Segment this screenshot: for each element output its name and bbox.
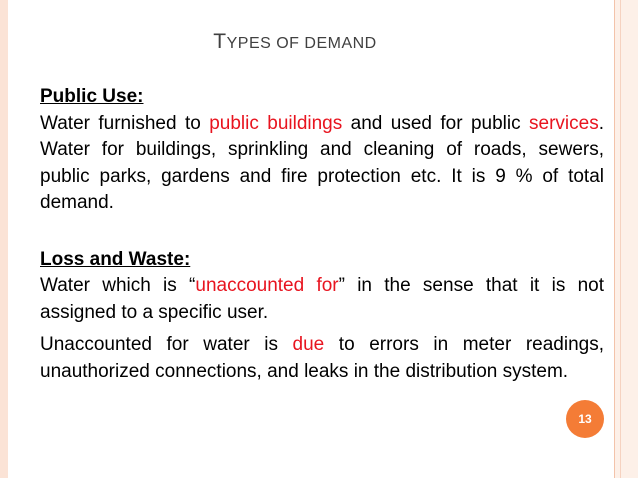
page-number-badge: 13 (566, 400, 604, 438)
paragraph-unaccounted-definition: Water which is “unaccounted for” in the sense that it is not assigned to a specific user. (40, 275, 604, 323)
slide-content (40, 84, 604, 385)
right-decor-band (614, 0, 638, 478)
slide-title: TYPES OF DEMAND (213, 30, 377, 53)
paragraph-public-use: Water furnished to public buildings and used for public services. Water for buildings, sprinkling and cleaning of roads, sewers, public parks, gardens and fire protection etc. It is 9 % of total demand. (40, 112, 604, 213)
paragraph-unaccounted-causes: Unaccounted for water is due to errors in meter readings, unauthorized connections, and leaks in the distribution system. (40, 334, 604, 382)
section-heading-loss-waste: Loss and Waste: (40, 248, 191, 270)
right-decor-line (620, 0, 621, 478)
section-heading-public-use: Public Use: (40, 86, 144, 107)
left-decor-band (0, 0, 8, 478)
